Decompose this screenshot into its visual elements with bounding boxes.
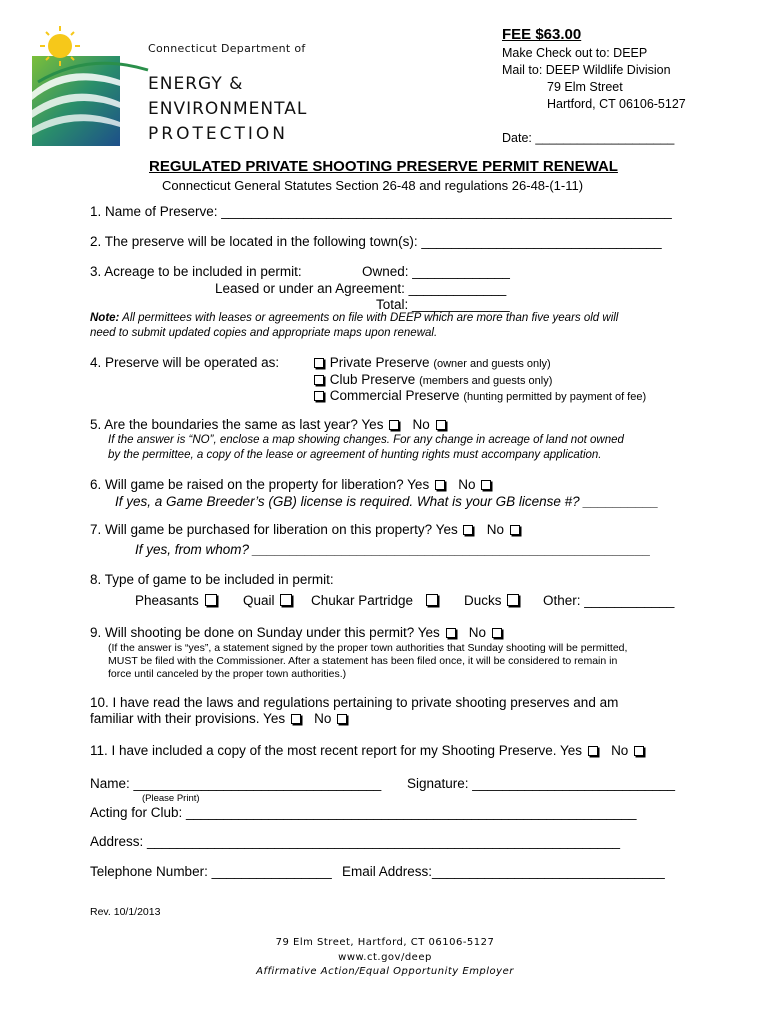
q7-no-label: No — [486, 522, 505, 537]
please-print-hint: (Please Print) — [142, 793, 200, 804]
q7-no-checkbox[interactable] — [510, 525, 520, 535]
mail-address-street: 79 Elm Street — [547, 80, 623, 94]
pheasants-label: Pheasants — [135, 593, 199, 608]
quail-checkbox[interactable] — [280, 594, 292, 606]
q8-pheasants[interactable] — [135, 593, 219, 608]
q10-no-checkbox[interactable] — [337, 714, 347, 724]
signature-field[interactable]: Signature: ___________________________ — [407, 776, 676, 791]
note-line1 — [90, 312, 618, 324]
note-line2: need to submit updated copies and appropriate maps upon renewal. — [90, 327, 438, 339]
q6-no-checkbox[interactable] — [481, 480, 491, 490]
q8-ducks[interactable] — [464, 593, 521, 608]
q9-no-label: No — [468, 625, 487, 640]
q4-label: 4. Preserve will be operated as: — [90, 355, 280, 370]
chukar-label: Chukar Partridge — [311, 593, 414, 608]
q6-gb-license-field[interactable]: If yes, a Game Breeder’s (GB) license is required. What is your GB license #? __________ — [115, 494, 659, 509]
q8-quail[interactable] — [243, 593, 294, 608]
acting-for-club-field[interactable]: Acting for Club: ____________________________________________________________ — [90, 805, 637, 820]
ducks-label: Ducks — [464, 593, 502, 608]
club-preserve-note: (members and guests only) — [419, 375, 553, 387]
private-preserve-note: (owner and guests only) — [433, 358, 551, 370]
q10-row — [90, 711, 349, 726]
q6-row — [90, 477, 493, 492]
q9-row — [90, 625, 504, 640]
q10-line2: familiar with their provisions. Yes — [90, 711, 286, 726]
q10-yes-checkbox[interactable] — [291, 714, 301, 724]
q7-from-whom-field[interactable]: If yes, from whom? _____________________________________________________ — [135, 542, 651, 557]
pheasants-checkbox[interactable] — [205, 594, 217, 606]
q10-no-label: No — [314, 711, 332, 726]
mail-to: Mail to: DEEP Wildlife Division — [502, 63, 671, 77]
club-preserve-checkbox[interactable] — [314, 375, 324, 385]
note-text1: All permittees with leases or agreements on file with DEEP which are more than five years old will — [119, 312, 619, 324]
footer-website: www.ct.gov/deep — [338, 952, 432, 963]
q7-row — [90, 522, 522, 537]
commercial-preserve-note: (hunting permitted by payment of fee) — [463, 391, 647, 403]
form-subtitle: Connecticut General Statutes Section 26-48 and regulations 26-48-(1-11) — [162, 178, 584, 193]
q4-commercial-option[interactable] — [312, 388, 646, 403]
date-field[interactable]: Date: ____________________ — [502, 131, 675, 145]
agency-line1: Connecticut Department of — [148, 42, 306, 55]
commercial-preserve-label: Commercial Preserve — [329, 388, 460, 403]
q10-line1: 10. I have read the laws and regulations pertaining to private shooting preserves and am — [90, 695, 619, 710]
sun-waves-logo-icon — [18, 22, 150, 152]
q5-note1: If the answer is “NO”, enclose a map showing changes. For any change in acreage of land not owned — [108, 434, 624, 446]
email-field[interactable]: Email Address:_______________________________ — [342, 864, 665, 879]
q9-no-checkbox[interactable] — [492, 628, 502, 638]
q5-yes-checkbox[interactable] — [389, 420, 399, 430]
q4-private-option[interactable] — [312, 355, 551, 370]
q5-label: 5. Are the boundaries the same as last year? Yes — [90, 417, 384, 432]
telephone-field[interactable]: Telephone Number: ________________ — [90, 864, 332, 879]
q5-row — [90, 417, 448, 432]
revision-date: Rev. 10/1/2013 — [90, 906, 161, 918]
q7-label: 7. Will game be purchased for liberation on this property? Yes — [90, 522, 458, 537]
deep-logo — [18, 22, 150, 152]
agency-line2: ENERGY & — [148, 74, 244, 94]
fee-label: FEE $63.00 — [502, 26, 582, 43]
footer-address: 79 Elm Street, Hartford, CT 06106-5127 — [275, 937, 495, 948]
note-label: Note: — [90, 312, 120, 324]
q6-label: 6. Will game be raised on the property for liberation? Yes — [90, 477, 430, 492]
club-preserve-label: Club Preserve — [329, 372, 416, 387]
q5-note2: by the permittee, a copy of the lease or agreement of hunting rights must accompany application. — [108, 449, 602, 461]
q9-yes-checkbox[interactable] — [446, 628, 456, 638]
check-to: Make Check out to: DEEP — [502, 46, 648, 60]
quail-label: Quail — [243, 593, 275, 608]
form-title: REGULATED PRIVATE SHOOTING PRESERVE PERMIT RENEWAL — [149, 158, 618, 175]
q5-no-label: No — [412, 417, 430, 432]
q9-note1: (If the answer is “yes”, a statement signed by the proper town authorities that Sunday shooting will be permitted, — [108, 642, 628, 654]
private-preserve-checkbox[interactable] — [314, 358, 324, 368]
q5-no-checkbox[interactable] — [436, 420, 446, 430]
mail-address-city: Hartford, CT 06106-5127 — [547, 97, 686, 111]
commercial-preserve-checkbox[interactable] — [314, 391, 324, 401]
agency-line4: PROTECTION — [148, 124, 288, 144]
name-field[interactable]: Name: _________________________________ — [90, 776, 382, 791]
chukar-checkbox[interactable] — [426, 594, 438, 606]
q9-note2: MUST be filed with the Commissioner. After a statement has been filed once, it will be considered to remain in — [108, 655, 618, 667]
q1-preserve-name[interactable]: 1. Name of Preserve: ____________________________________________________________ — [90, 204, 672, 219]
q11-yes-checkbox[interactable] — [588, 746, 598, 756]
q3-acreage-label: 3. Acreage to be included in permit: — [90, 264, 302, 279]
q11-no-label: No — [611, 743, 629, 758]
address-field[interactable]: Address: _______________________________________________________________ — [90, 834, 621, 849]
q11-row — [90, 743, 646, 758]
q3-leased-field[interactable]: Leased or under an Agreement: _____________ — [215, 281, 507, 296]
agency-line3: ENVIRONMENTAL — [148, 99, 308, 119]
q8-other-field[interactable]: Other: ____________ — [543, 593, 675, 608]
q2-towns[interactable]: 2. The preserve will be located in the following town(s): ________________________________ — [90, 234, 662, 249]
q7-yes-checkbox[interactable] — [463, 525, 473, 535]
q8-chukar[interactable] — [311, 593, 440, 608]
q11-label: 11. I have included a copy of the most recent report for my Shooting Preserve. Yes — [90, 743, 583, 758]
q6-no-label: No — [458, 477, 476, 492]
footer-eoe: Affirmative Action/Equal Opportunity Employer — [256, 966, 514, 977]
private-preserve-label: Private Preserve — [329, 355, 430, 370]
q3-owned-field[interactable]: Owned: _____________ — [362, 264, 510, 279]
q11-no-checkbox[interactable] — [634, 746, 644, 756]
q4-club-option[interactable] — [312, 372, 552, 387]
ducks-checkbox[interactable] — [507, 594, 519, 606]
q3-total-field[interactable]: Total: _____________ — [376, 297, 510, 312]
q8-label: 8. Type of game to be included in permit: — [90, 572, 334, 587]
q9-label: 9. Will shooting be done on Sunday under this permit? Yes — [90, 625, 440, 640]
q9-note3: force until canceled by the proper town authorities.) — [108, 668, 347, 680]
q6-yes-checkbox[interactable] — [435, 480, 445, 490]
